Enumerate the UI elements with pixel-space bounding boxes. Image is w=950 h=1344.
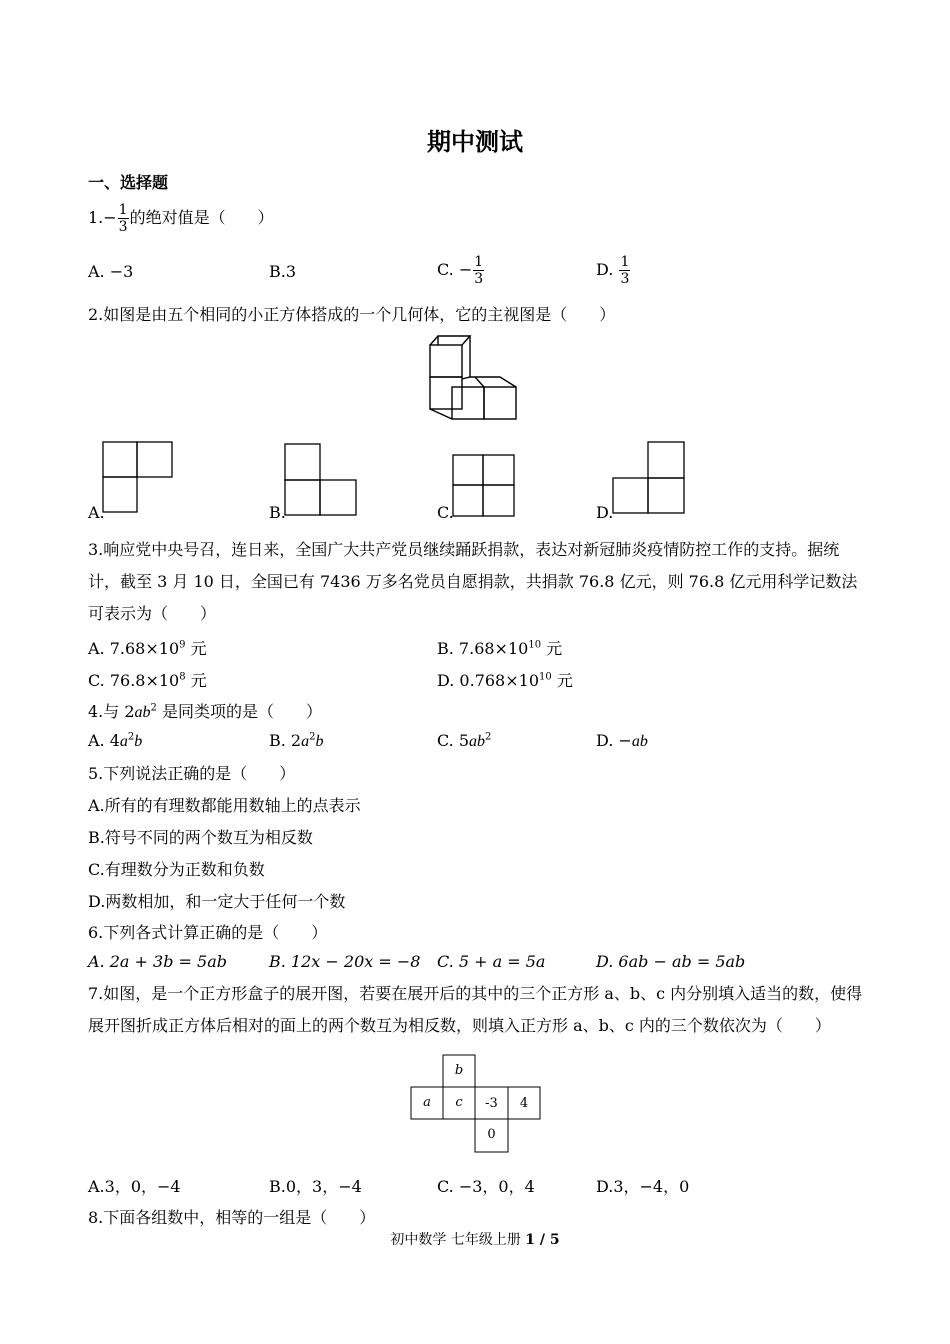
q4-c-exp: 2 (485, 731, 492, 743)
q1-option-d (596, 254, 631, 287)
q7-cell-c: c (455, 1095, 463, 1110)
q6-option-c: C. 5 + a = 5a (437, 952, 546, 971)
q2-option-c: C. (437, 503, 454, 522)
q3-option-a (88, 636, 207, 659)
q3-b-unit: 元 (541, 639, 563, 658)
q3-option-c (88, 668, 207, 691)
q2-option-d: D. (596, 503, 614, 522)
q2-solid-figure (425, 333, 520, 423)
q4-a-a: a (119, 733, 128, 750)
question-1 (88, 202, 274, 235)
q3-d-unit: 元 (551, 671, 573, 690)
question-3: 3.响应党中央号召，连日来，全国广大共产党员继续踊跃捐款，表达对新冠肺炎疫情防控工作的支持。据统计，截至 3 月 10 日，全国已有 7436 万多名党员自愿捐款，共捐款 76.8 亿元，则 76.8 亿元用科学记数法可表示为（ ） (88, 540, 858, 623)
q1-option-a: A. −3 (88, 262, 134, 281)
q4-option-d (596, 731, 648, 751)
q3-c-exp: 8 (179, 671, 186, 683)
q4-a-exp: 2 (127, 731, 135, 743)
page-title: 期中测试 (427, 127, 523, 156)
q5-option-c: C.有理数分为正数和负数 (88, 860, 265, 879)
q1-c-den: 3 (474, 271, 484, 287)
q1-d-num: 1 (620, 254, 630, 270)
question-5: 5.下列说法正确的是（ ） (88, 764, 296, 783)
q7-option-a: A.3，0，−4 (88, 1177, 181, 1196)
q1-number: 1. (88, 208, 104, 227)
q7-cell-0: 0 (487, 1127, 496, 1142)
q4-option-a (88, 731, 142, 751)
page-number: 1 / 5 (525, 1232, 560, 1248)
q6-option-d: D. 6ab − ab = 5ab (596, 952, 746, 971)
q7-cell-a: a (423, 1095, 431, 1110)
q6-option-a: A. 2a + 3b = 5ab (88, 952, 227, 971)
q1-option-b: B.3 (269, 262, 297, 281)
q1-frac-den: 3 (118, 219, 128, 235)
q1-d-den: 3 (620, 271, 630, 287)
q4-option-c (437, 731, 491, 751)
q1-fraction (118, 202, 129, 235)
q3-b-exp: 10 (528, 639, 542, 651)
q5-option-d: D.两数相加，和一定大于任何一个数 (88, 892, 346, 911)
q2-option-a-figure (102, 441, 174, 513)
q4-d-pre: D. − (596, 731, 632, 750)
q1-stem: 的绝对值是（ ） (129, 208, 274, 227)
q6-option-b: B. 12x − 20x = −8 (269, 952, 421, 971)
q3-a-exp: 9 (179, 639, 186, 651)
q4-a-pre: A. 4 (88, 731, 120, 750)
q3-a-base: A. 7.68×10 (88, 639, 180, 658)
question-2: 2.如图是由五个相同的小正方体搭成的一个几何体，它的主视图是（ ） (88, 305, 616, 324)
q2-option-b-figure (284, 443, 358, 517)
q7-cell-4: 4 (519, 1096, 529, 1111)
q4-option-b (269, 731, 323, 751)
q1-d-fraction (619, 254, 630, 287)
footer-text: 初中数学 七年级上册 (390, 1232, 526, 1248)
q4-b-a: a (301, 733, 310, 750)
q1-c-fraction (473, 254, 484, 287)
q2-option-a: A. (88, 503, 105, 522)
question-6: 6.下列各式计算正确的是（ ） (88, 923, 328, 942)
q1-c-num: 1 (474, 254, 484, 270)
q3-option-b (437, 636, 562, 659)
q4-c-pre: C. 5 (437, 731, 470, 750)
q4-d-ab: ab (631, 733, 648, 750)
q2-option-d-figure (612, 441, 686, 515)
q1-minus: − (103, 208, 117, 227)
q4-stem-var: ab (134, 704, 151, 721)
q4-b-pre: B. 2 (269, 731, 302, 750)
q7-cell-b: b (454, 1063, 464, 1078)
q3-c-base: C. 76.8×10 (88, 671, 180, 690)
question-7: 7.如图，是一个正方形盒子的展开图，若要在展开后的其中的三个正方形 a、b、c 内分别填入适当的数，使得展开图折成正方体后相对的面上的两个数互为相反数，则填入正方形 a、b、c 内的三个数依次为（ ） (88, 984, 863, 1035)
question-4 (88, 699, 322, 722)
q7-option-d: D.3，−4，0 (596, 1177, 690, 1196)
q3-d-base: D. 0.768×10 (437, 671, 539, 690)
q4-stem-pre: 4.与 2 (88, 702, 135, 721)
q3-c-unit: 元 (185, 671, 207, 690)
q3-a-unit: 元 (185, 639, 207, 658)
page-footer (0, 1229, 950, 1249)
q7-option-b: B.0，3，−4 (269, 1177, 362, 1196)
q1-c-label: C. − (437, 260, 473, 279)
q4-stem-exp: 2 (150, 702, 157, 714)
q3-b-base: B. 7.68×10 (437, 639, 529, 658)
q3-d-exp: 10 (539, 671, 552, 683)
q5-option-a: A.所有的有理数都能用数轴上的点表示 (88, 796, 361, 815)
q7-cell-minus3: -3 (485, 1096, 498, 1111)
q5-option-b: B.符号不同的两个数互为相反数 (88, 828, 313, 847)
question-8: 8.下面各组数中，相等的一组是（ ） (88, 1208, 376, 1227)
q2-option-c-figure (452, 454, 515, 517)
q4-c-ab: ab (469, 733, 486, 750)
q4-stem-post: 是同类项的是（ ） (156, 702, 323, 721)
q4-a-b: b (134, 733, 143, 750)
q4-b-exp: 2 (309, 731, 316, 743)
section-heading: 一、选择题 (88, 173, 169, 192)
q1-option-c (437, 254, 485, 287)
q4-b-b: b (315, 733, 324, 750)
q3-option-d (437, 668, 573, 691)
q1-d-label: D. (596, 260, 619, 279)
q7-option-c: C. −3，0，4 (437, 1177, 535, 1196)
q1-frac-num: 1 (118, 202, 128, 218)
q2-option-b: B. (269, 503, 286, 522)
